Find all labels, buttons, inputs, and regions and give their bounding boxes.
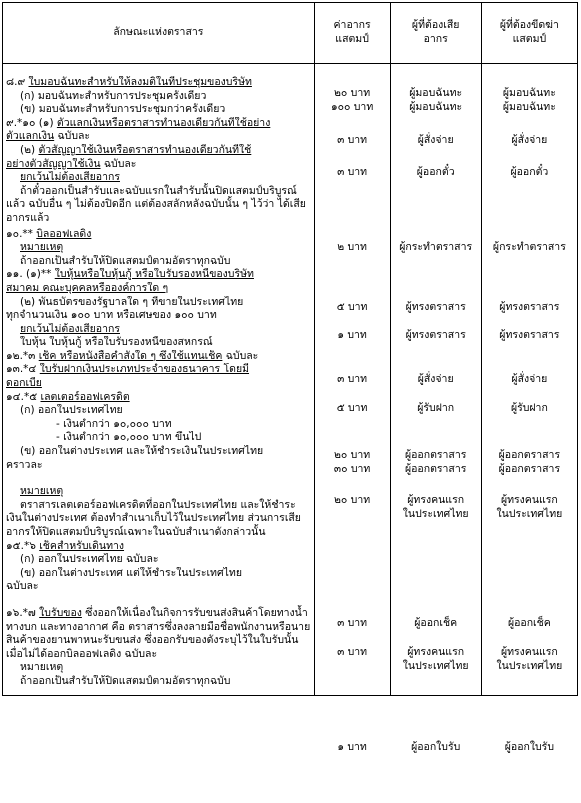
note-title: หมายเหตุ: [20, 485, 64, 498]
item-number: ๑๓.*๔: [6, 363, 37, 376]
exemption-text: ใบหุ้น ใบหุ้นกู้ หรือใบรับรองหนี้ของสหกรณ์: [20, 336, 213, 349]
sub-item-number: (๒): [20, 143, 36, 156]
payer-value: ผู้ทรงตราสาร: [405, 329, 466, 341]
item-title: ดอกเบี้ย: [6, 377, 42, 390]
header-stamper-text: ผู้ที่ต้องขีดฆ่าแสตมป์: [499, 19, 559, 45]
sub-item: - เงินต่ำกว่า ๑๐,๐๐๐ บาท ขึ้นไป: [56, 431, 202, 444]
fee-value: ๑๐๐ บาท: [330, 101, 374, 113]
fee-value: ๒๐ บาท: [334, 87, 371, 99]
stamper-value: ผู้ทรงตราสาร: [499, 329, 560, 341]
item-title: เช็ค หรือหนังสือคำสั่งใด ๆ ซึ่งใช้แทนเช็ค: [38, 349, 223, 362]
sub-item: (๒) พันธบัตรของรัฐบาลใด ๆ ที่ขายในประเทศไทย: [20, 295, 244, 308]
stamper-value: ในประเทศไทย: [496, 508, 563, 520]
item-title: ตั๋วแลกเงิน: [6, 130, 55, 143]
item-number: ๙.*๑๐ (๑): [6, 116, 54, 129]
list-item: [6, 117, 311, 131]
sub-item: ทุกจำนวนเงิน ๑๐๐ บาท หรือเศษของ ๑๐๐ บาท: [6, 309, 217, 322]
item-title: ตั๋วแลกเงินหรือตราสารทำนองเดียวกันที่ใช้อย่าง: [56, 116, 271, 129]
payer-value: ผู้ออกตราสาร: [404, 449, 467, 461]
payer-value: ผู้สั่งจ่าย: [417, 134, 454, 146]
stamper-cell: [481, 64, 577, 753]
payer-value: ผู้ออกใบรับ: [411, 741, 461, 753]
sub-item: [6, 158, 311, 172]
list-item: [6, 607, 311, 661]
list-item: [6, 228, 311, 242]
payer-value: ผู้รับฝาก: [417, 402, 455, 414]
fee-value: ๕ บาท: [336, 301, 368, 313]
list-item: [6, 391, 311, 405]
payer-value: ผู้สั่งจ่าย: [417, 373, 454, 385]
item-title: สมาคม คณะบุคคลหรือองค์การใด ๆ: [6, 281, 169, 294]
item-number: ๑๕.*๖: [6, 539, 36, 552]
item-title-rest: ฉบับละ: [54, 130, 91, 143]
note-text: ตราสารเลตเตอร์ออฟเครดิตที่ออกในประเทศไทย และให้ชำระเงินในต่างประเทศ ต้องทำสำเนาเก็บไว้ในประเทศไทย ส่วนการเสียอากรให้ปิดแสตมป์บริบูรณ์เฉพาะในฉบับสำเนาดังกล่าวนั้น: [6, 498, 301, 538]
sub-item: (ก) มอบฉันทะสำหรับการประชุมครั้งเดียว: [20, 89, 207, 102]
fee-value: ๓๐ บาท: [333, 463, 371, 475]
item-title: ใบมอบฉันทะสำหรับให้ลงมติในที่ประชุมของบริษัท: [28, 76, 252, 88]
item-title: บิลออฟเลดิง: [36, 227, 92, 240]
item-title-rest: ฉบับละ: [222, 349, 259, 362]
exemption-title: ยกเว้นไม่ต้องเสียอากร: [20, 171, 120, 184]
table-row: [3, 64, 578, 696]
fee-value: ๑ บาท: [337, 741, 367, 753]
header-payer-text: ผู้ที่ต้องเสียอากร: [411, 19, 460, 45]
sub-item: (ข) ออกในต่างประเทศ แต่ให้ชำระในประเทศไทย: [20, 566, 242, 579]
payer-cell: [390, 64, 481, 753]
sub-item: ฉบับละ: [6, 580, 39, 593]
list-item: [6, 350, 311, 364]
stamper-value: ผู้รับฝาก: [510, 402, 548, 414]
sub-item-title: อย่างตั๋วสัญญาใช้เงิน: [6, 157, 101, 170]
sub-item-title: ตั๋วสัญญาใช้เงินหรือตราสารทำนองเดียวกันที่ใช้: [38, 143, 252, 156]
list-item: [6, 76, 311, 90]
item-number: ๘.๙: [6, 76, 26, 88]
note-text: ถ้าออกเป็นสำรับให้ปิดแสตมป์ตามอัตราทุกฉบับ: [20, 674, 231, 687]
fee-value: ๑ บาท: [337, 329, 367, 341]
exemption-title: ยกเว้นไม่ต้องเสียอากร: [20, 322, 120, 335]
payer-value: ผู้ออกตราสาร: [404, 463, 467, 475]
fee-value: ๒๐ บาท: [334, 449, 371, 461]
sub-item: (ข) ออกในต่างประเทศ และให้ชำระเงินในประเทศไทย: [20, 445, 264, 458]
item-title: ใบรับของ: [39, 606, 82, 619]
sub-item: (ข) มอบฉันทะสำหรับการประชุมกว่าครั้งเดียว: [20, 103, 226, 116]
stamper-value: ผู้ออกตั๋ว: [510, 166, 549, 178]
table-header-row: [3, 3, 578, 64]
header-instrument: ลักษณะแห่งตราสาร: [3, 3, 315, 64]
stamper-value: ผู้ออกเช็ค: [507, 617, 551, 629]
header-fee-text: ค่าอากรแสตมป์: [333, 19, 371, 45]
stamper-value: ผู้ออกตราสาร: [498, 463, 561, 475]
payer-value: ผู้มอบฉันทะ: [409, 101, 463, 113]
fee-value: ๓ บาท: [337, 166, 368, 178]
list-item: [6, 268, 311, 282]
header-fee: [314, 3, 390, 64]
payer-value: ในประเทศไทย: [402, 508, 469, 520]
fee-value: ๓ บาท: [337, 617, 368, 629]
sub-item: (ก) ออกในประเทศไทย: [20, 404, 123, 417]
header-payer: [390, 3, 481, 64]
stamper-value: ผู้ทรงคนแรก: [500, 646, 558, 658]
fee-value: ๓ บาท: [337, 373, 368, 385]
stamper-value: ผู้ทรงคนแรก: [500, 494, 558, 506]
stamper-value: ผู้สั่งจ่าย: [511, 134, 548, 146]
sub-item-rest: ฉบับละ: [100, 157, 137, 170]
stamper-value: ผู้มอบฉันทะ: [502, 101, 556, 113]
fee-value: ๒ บาท: [337, 241, 367, 253]
sub-item: - เงินต่ำกว่า ๑๐,๐๐๐ บาท: [56, 417, 172, 430]
header-stamper: [481, 3, 577, 64]
payer-value: ผู้ทรงคนแรก: [407, 494, 465, 506]
list-item: [6, 130, 311, 144]
instrument-cell: [3, 64, 315, 696]
note-text: ถ้าออกเป็นสำรับให้ปิดแสตมป์ตามอัตราทุกฉบับ: [20, 254, 231, 267]
item-text: ซึ่งออกให้เนื่องในกิจการรับขนส่งสินค้าโดยทางน้ำ ทางบก และทางอากาศ คือ ตราสารซึ่งลงลายมือชื่อพนักงานหรือนายสินค้าของยานพาหนะรับขนส่ง ซึ่งออกรับของดังระบุไว้ในใบรับนั้นเมื่อไม่ได้ออกบิลออฟเลดิง ฉบับละ: [6, 606, 311, 660]
fee-value: ๓ บาท: [337, 134, 368, 146]
fee-value: ๓ บาท: [337, 646, 368, 658]
stamper-value: ผู้ออกใบรับ: [504, 741, 554, 753]
payer-value: ผู้ทรงคนแรก: [407, 646, 465, 658]
payer-value: ผู้มอบฉันทะ: [409, 87, 463, 99]
fee-cell: [314, 64, 390, 753]
item-number: ๑๔.*๕: [6, 390, 38, 403]
fee-value: ๕ บาท: [336, 402, 368, 414]
payer-value: ผู้กระทำตราสาร: [399, 241, 473, 253]
list-item: [6, 363, 311, 377]
item-number: ๑๖.*๗: [6, 606, 36, 619]
item-title: ใบหุ้นหรือใบหุ้นกู้ หรือใบรับรองหนี้ของบริษัท: [54, 268, 254, 281]
sub-item: (ก) ออกในประเทศไทย ฉบับละ: [20, 553, 159, 566]
stamp-duty-table: [2, 2, 578, 753]
item-number: ๑๐.**: [6, 227, 33, 240]
stamper-value: ผู้มอบฉันทะ: [502, 87, 556, 99]
stamper-value: ในประเทศไทย: [496, 660, 563, 672]
stamper-value: ผู้สั่งจ่าย: [511, 373, 548, 385]
payer-value: ผู้ออกเช็ค: [414, 617, 458, 629]
sub-item: [6, 144, 311, 158]
payer-value: ผู้ออกตั๋ว: [416, 166, 455, 178]
fee-value: ๒๐ บาท: [334, 494, 371, 506]
stamper-value: ผู้ออกตราสาร: [498, 449, 561, 461]
stamper-value: ผู้กระทำตราสาร: [492, 241, 566, 253]
item-title: เลตเตอร์ออฟเครดิต: [40, 390, 130, 403]
sub-item: คราวละ: [6, 458, 43, 471]
payer-value: ผู้ทรงตราสาร: [405, 301, 466, 313]
item-number: ๑๒.*๓: [6, 349, 36, 362]
exemption-text: ถ้าตั๋วออกเป็นสำรับและฉบับแรกในสำรับนั้นปิดแสตมป์บริบูรณ์แล้ว ฉบับอื่น ๆ ไม่ต้องปิดอีก แต่ต้องสลักหลังฉบับนั้น ๆ ไว้ว่า ได้เสียอากรแล้ว: [6, 184, 306, 224]
note-title: หมายเหตุ: [20, 661, 64, 674]
note-title: หมายเหตุ: [20, 241, 64, 254]
item-title: เช็คสำหรับเดินทาง: [39, 539, 125, 552]
stamper-value: ผู้ทรงตราสาร: [499, 301, 560, 313]
payer-value: ในประเทศไทย: [402, 660, 469, 672]
list-item: [6, 540, 311, 554]
item-title: ใบรับฝากเงินประเภทประจำของธนาคาร โดยมี: [39, 363, 250, 376]
item-number: ๑๑. (๑)**: [6, 268, 52, 281]
